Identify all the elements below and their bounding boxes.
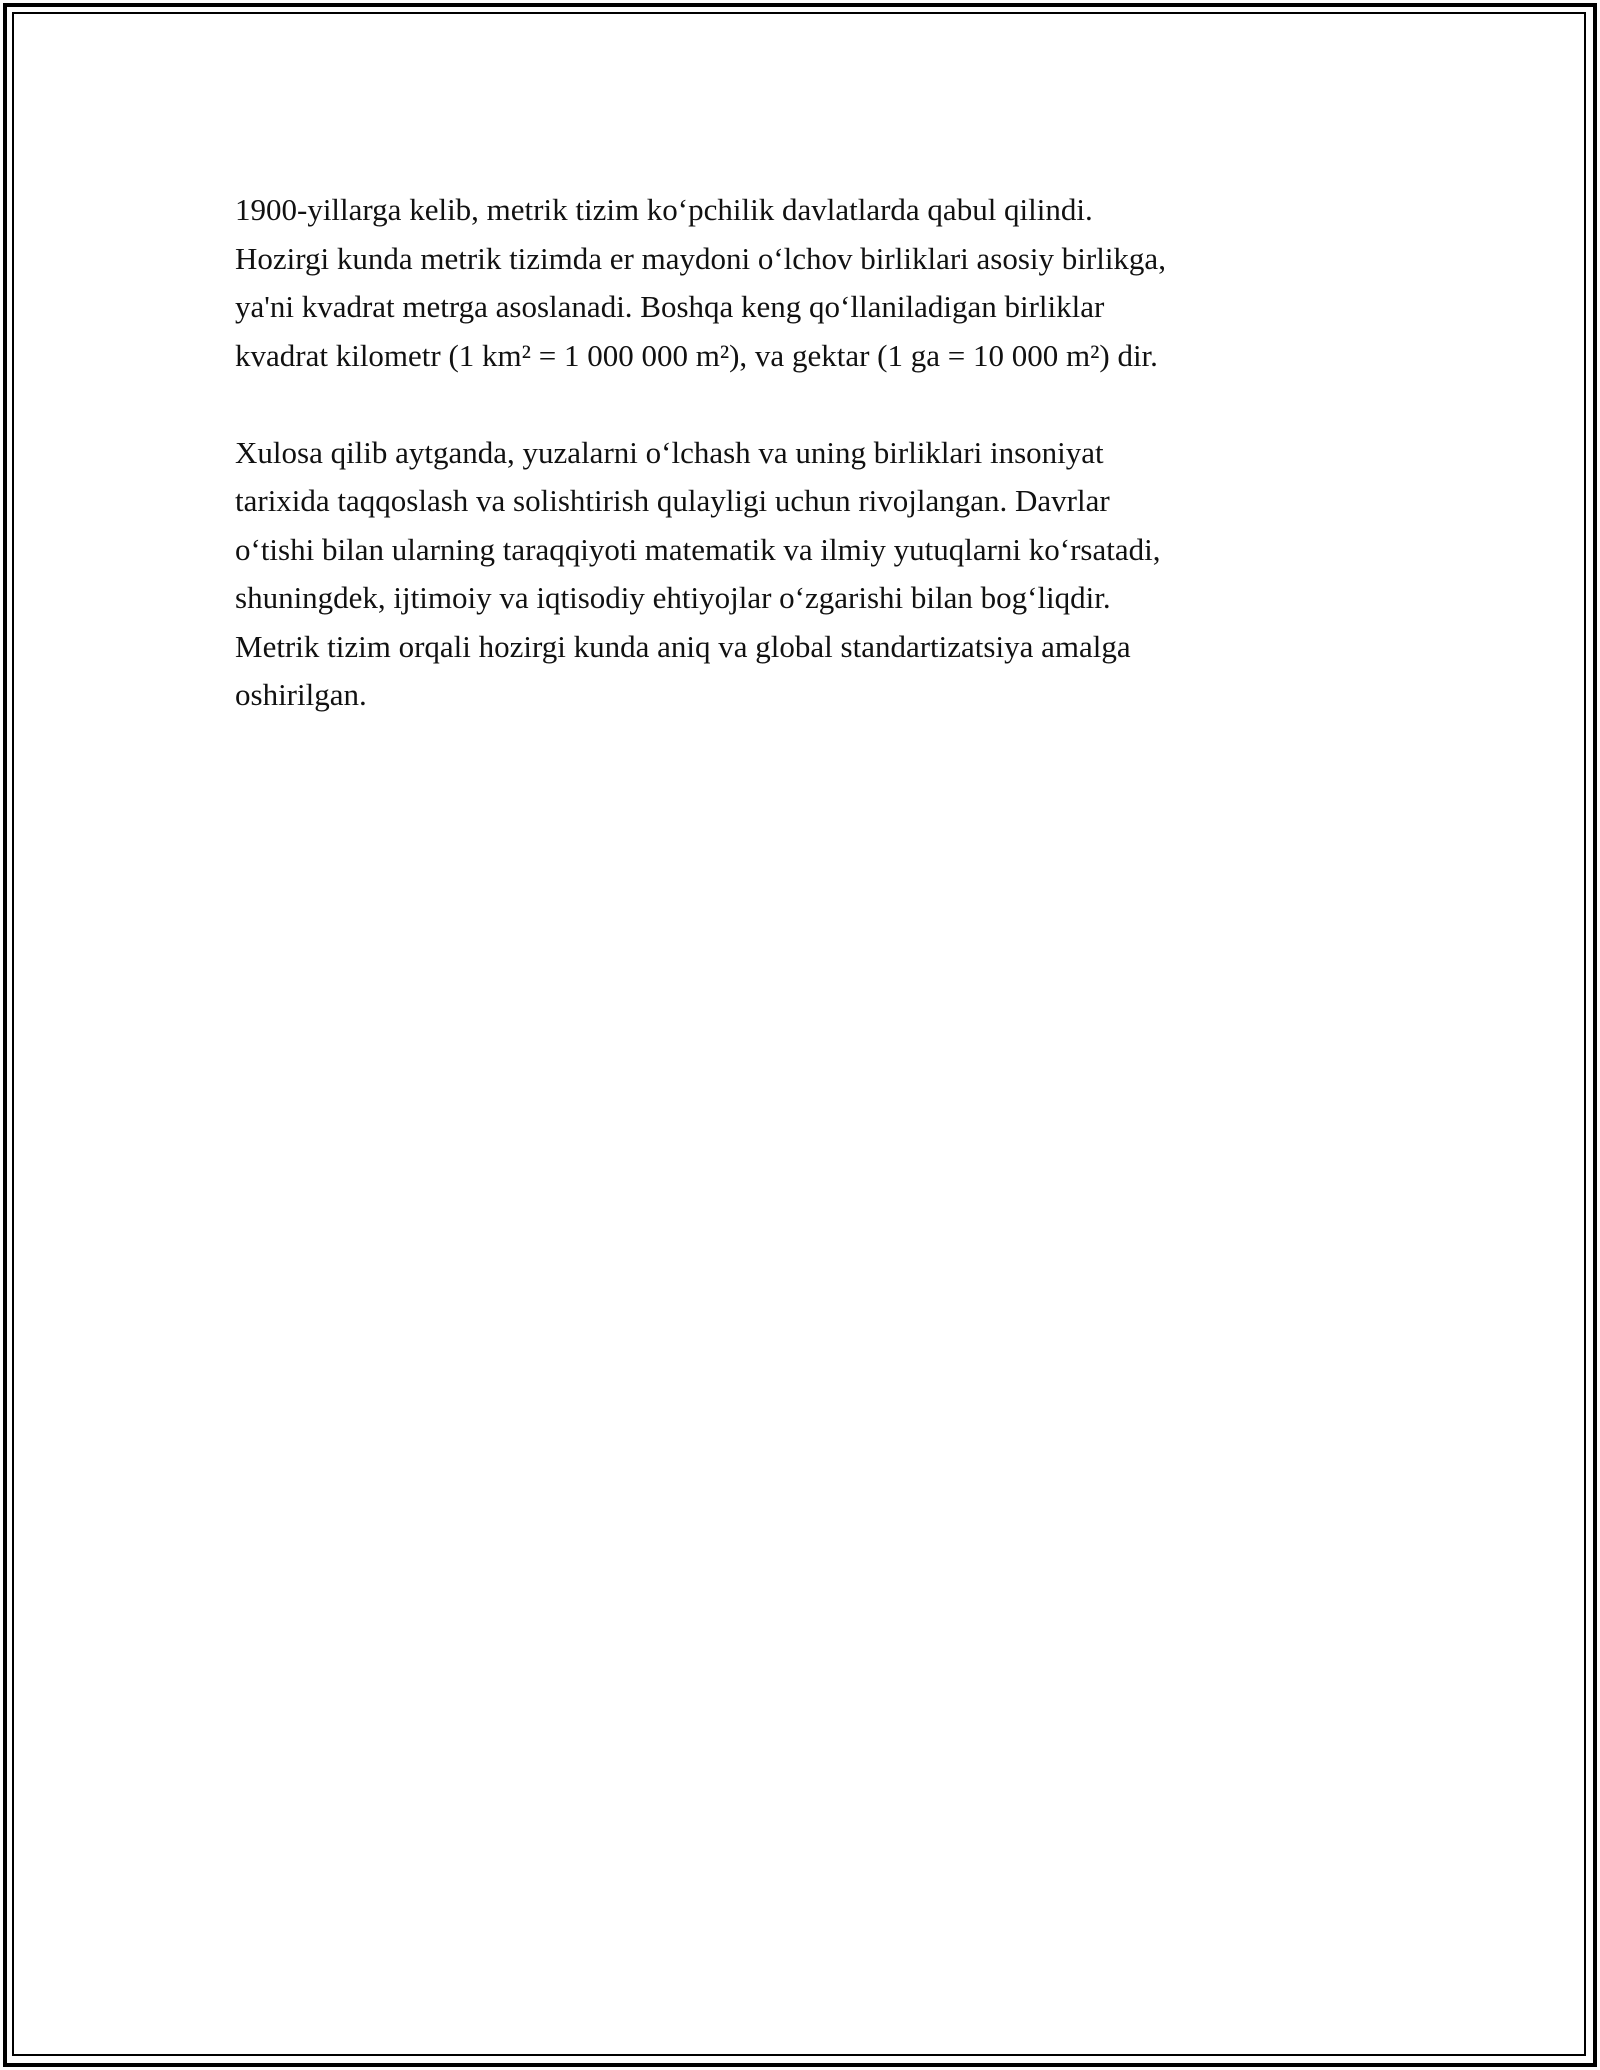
text-line: shuningdek, ijtimoiy va iqtisodiy ehtiyojlar o‘zgarishi bilan bog‘liqdir. [235,580,1111,615]
text-line: ya'ni kvadrat metrga asoslanadi. Boshqa keng qo‘llaniladigan birliklar [235,289,1105,324]
paragraph-conclusion [235,429,1365,720]
text-line: 1900-yillarga kelib, metrik tizim ko‘pchilik davlatlarda qabul qilindi. [235,192,1093,227]
text-line: Metrik tizim orqali hozirgi kunda aniq va global standartizatsiya amalga [235,628,1131,664]
document-body [235,186,1365,768]
paragraph-metric-system [235,186,1365,380]
text-line: oshirilgan. [235,677,367,712]
text-line: kvadrat kilometr (1 km² = 1 000 000 m²), va gektar (1 ga = 10 000 m²) dir. [235,337,1158,373]
text-line: Xulosa qilib aytganda, yuzalarni o‘lchash va uning birliklari insoniyat [235,434,1104,470]
text-line: o‘tishi bilan ularning taraqqiyoti matematik va ilmiy yutuqlarni ko‘rsatadi, [235,531,1161,567]
text-line: tarixida taqqoslash va solishtirish qulayligi uchun rivojlangan. Davrlar [235,483,1110,518]
text-line: Hozirgi kunda metrik tizimda er maydoni o‘lchov birliklari asosiy birlikga, [235,240,1166,276]
